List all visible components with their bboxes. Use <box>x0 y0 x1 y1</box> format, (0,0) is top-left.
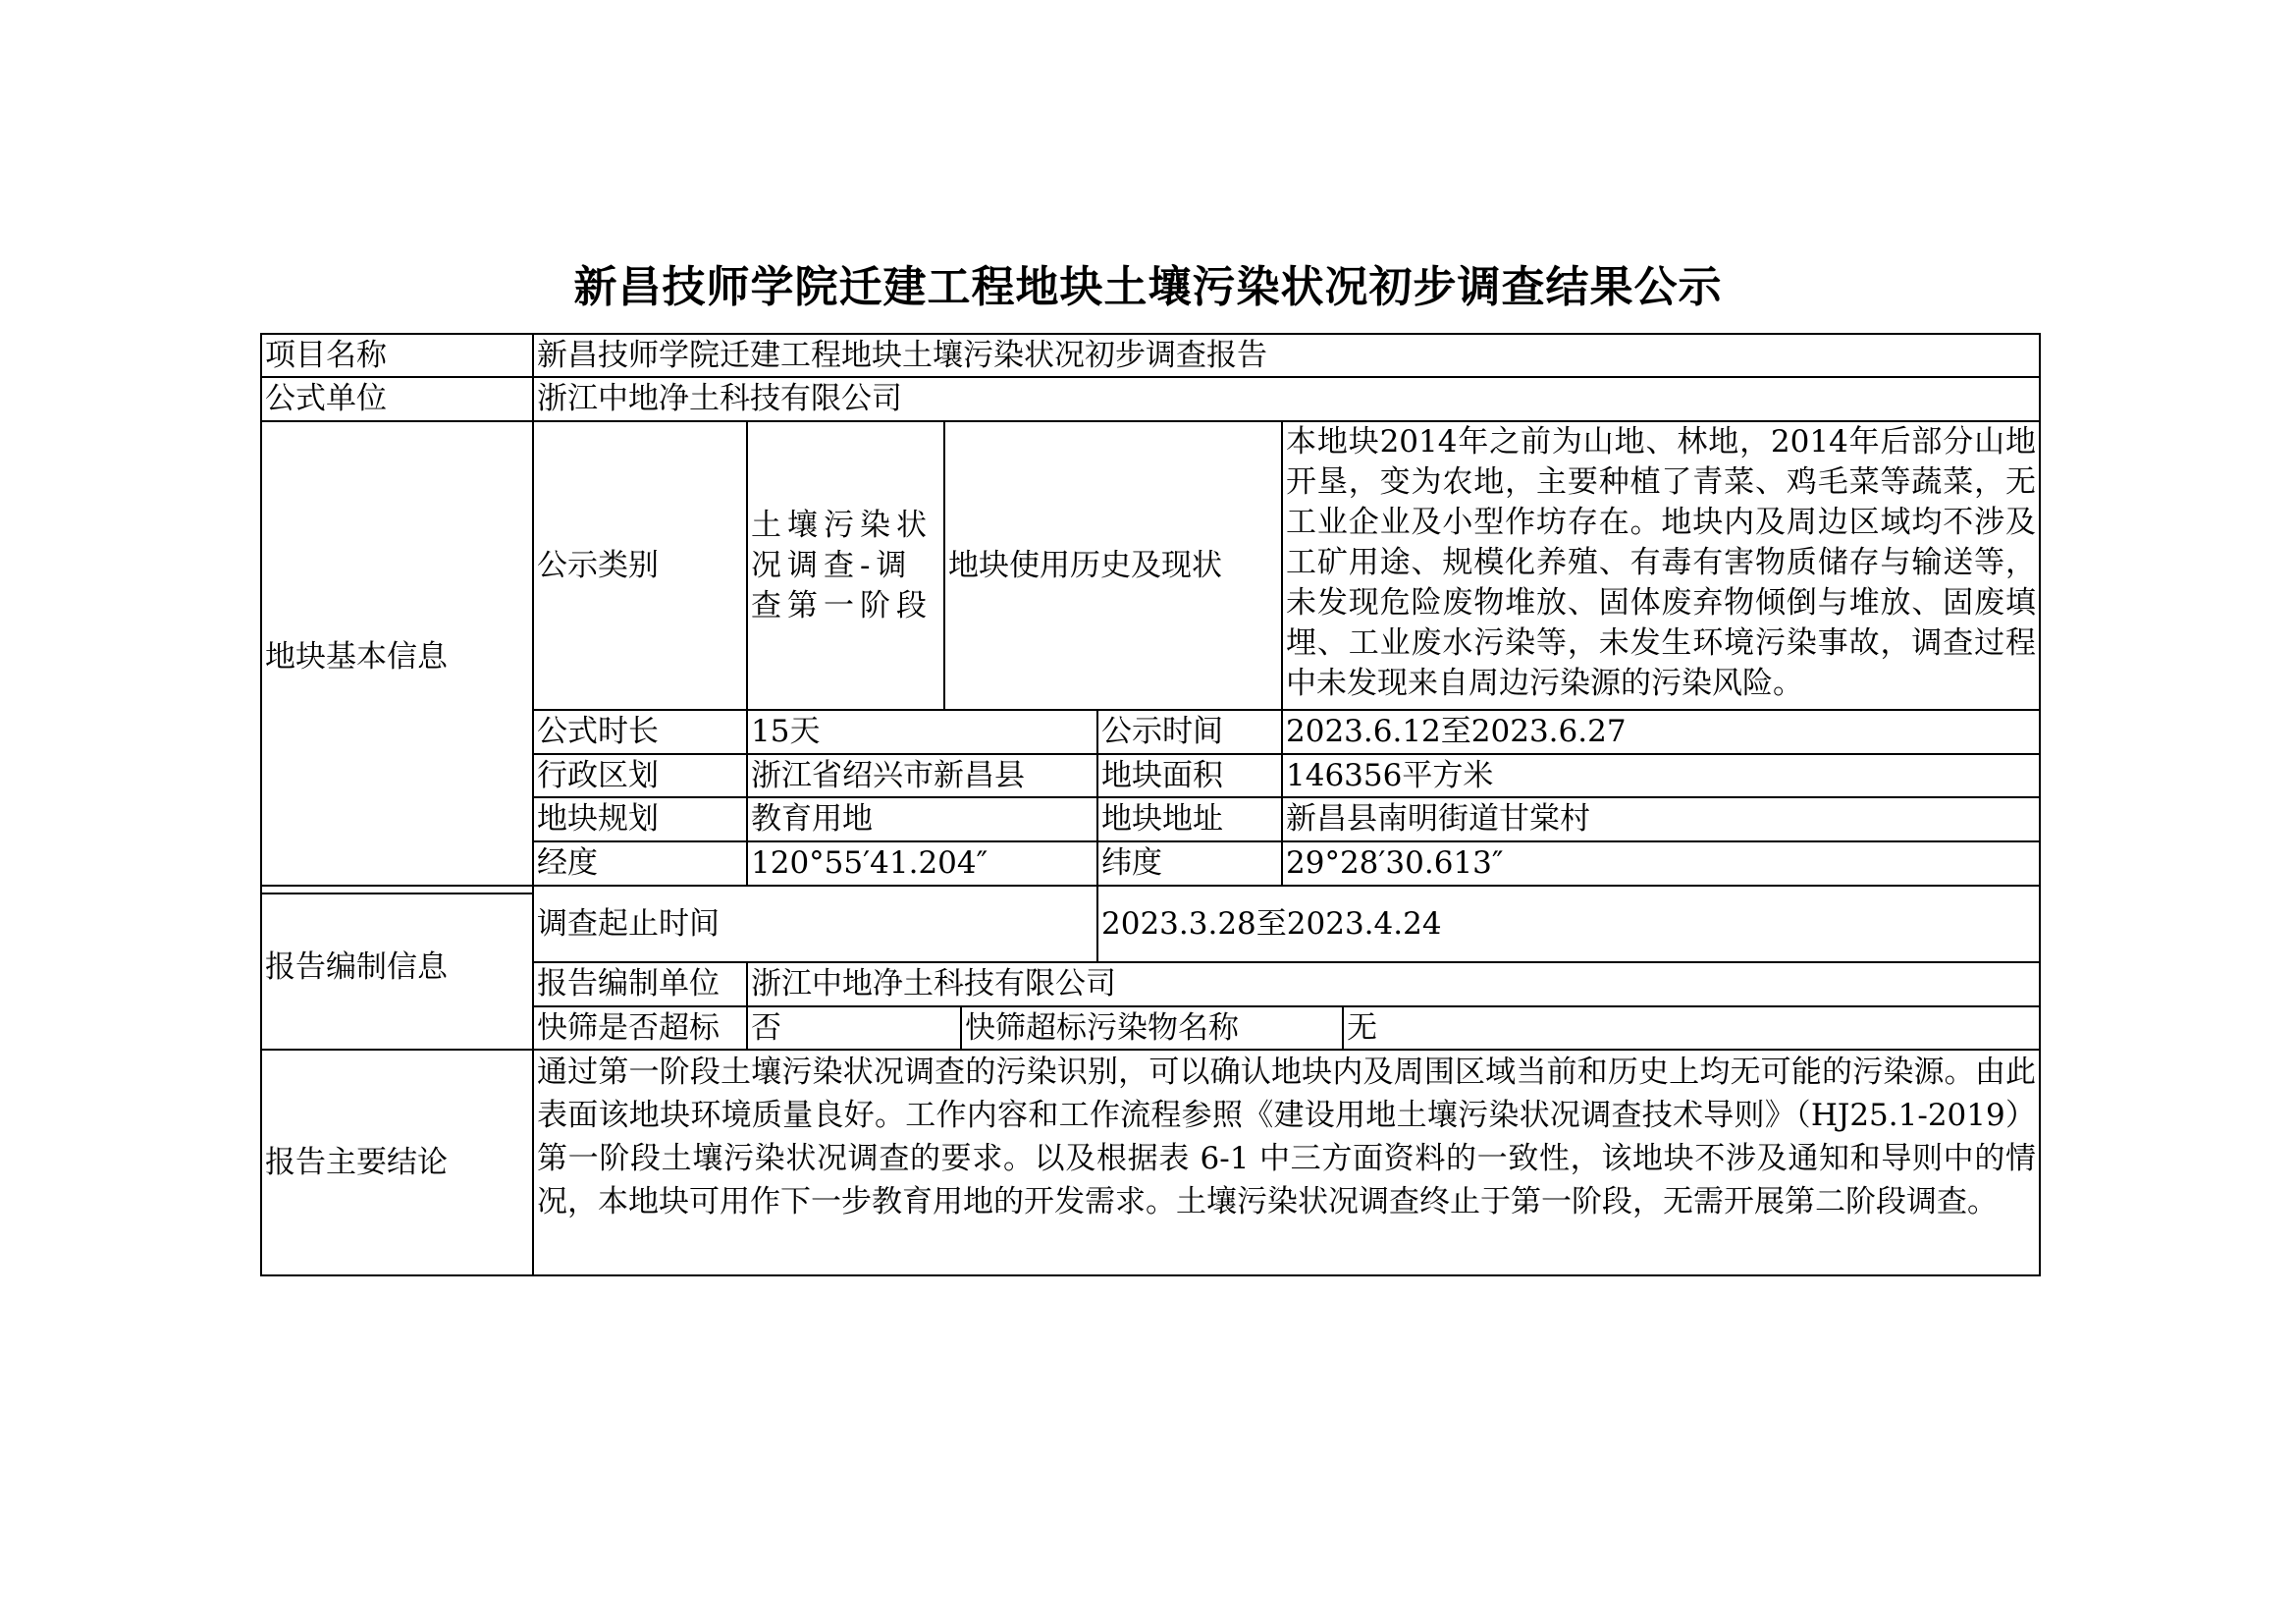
area-label: 地块面积 <box>1096 753 1283 798</box>
longitude-value: 120°55′41.204″ <box>746 840 1098 887</box>
report-unit-label: 报告编制单位 <box>532 961 748 1007</box>
publisher-value: 浙江中地净土科技有限公司 <box>532 376 2041 422</box>
conclusion-label: 报告主要结论 <box>260 1049 534 1276</box>
pollutant-value: 无 <box>1342 1005 2041 1051</box>
district-value: 浙江省绍兴市新昌县 <box>746 753 1098 798</box>
planning-label: 地块规划 <box>532 796 748 842</box>
duration-value: 15天 <box>746 709 1098 755</box>
latitude-value: 29°28′30.613″ <box>1281 840 2041 887</box>
pollutant-label: 快筛超标污染物名称 <box>960 1005 1344 1051</box>
planning-value: 教育用地 <box>746 796 1098 842</box>
info-table <box>260 333 2041 1276</box>
category-label: 公示类别 <box>532 420 748 711</box>
exceed-label: 快筛是否超标 <box>532 1005 748 1051</box>
report-info-section-label: 报告编制信息 <box>260 885 534 1051</box>
longitude-label: 经度 <box>532 840 748 887</box>
conclusion-text: 通过第一阶段土壤污染状况调查的污染识别，可以确认地块内及周围区域当前和历史上均无可能的污染源。由此表面该地块环境质量良好。工作内容和工作流程参照《建设用地土壤污染状况调查技术导则》（HJ25.1-2019）第一阶段土壤污染状况调查的要求。以及根据表 6-1 中三方面资料的一致性，该地块不涉及通知和导则中的情况，本地块可用作下一步教育用地的开发需求。土壤污染状况调查终止于第一阶段，无需开展第二阶段调查。 <box>532 1049 2041 1276</box>
exceed-value: 否 <box>746 1005 962 1051</box>
duration-label: 公式时长 <box>532 709 748 755</box>
project-name-label: 项目名称 <box>260 333 534 378</box>
address-value: 新昌县南明街道甘棠村 <box>1281 796 2041 842</box>
publisher-label: 公式单位 <box>260 376 534 422</box>
period-value: 2023.6.12至2023.6.27 <box>1281 709 2041 755</box>
area-value: 146356平方米 <box>1281 753 2041 798</box>
report-unit-value: 浙江中地净土科技有限公司 <box>746 961 2041 1007</box>
project-name-value: 新昌技师学院迁建工程地块土壤污染状况初步调查报告 <box>532 333 2041 378</box>
latitude-label: 纬度 <box>1096 840 1283 887</box>
basic-info-section-label: 地块基本信息 <box>260 420 534 894</box>
history-value: 本地块2014年之前为山地、林地，2014年后部分山地开垦，变为农地，主要种植了青菜、鸡毛菜等蔬菜，无工业企业及小型作坊存在。地块内及周边区域均不涉及工矿用途、规模化养殖、有毒有害物质储存与输送等，未发现危险废物堆放、固体废弃物倾倒与堆放、固废填埋、工业废水污染等，未发生环境污染事故，调查过程中未发现来自周边污染源的污染风险。 <box>1281 420 2041 711</box>
history-label: 地块使用历史及现状 <box>943 420 1283 711</box>
page-title: 新昌技师学院迁建工程地块土壤污染状况初步调查结果公示 <box>573 262 1723 312</box>
address-label: 地块地址 <box>1096 796 1283 842</box>
survey-time-value: 2023.3.28至2023.4.24 <box>1096 885 2041 963</box>
district-label: 行政区划 <box>532 753 748 798</box>
category-value: 土壤污染状况调查-调查第一阶段 <box>746 420 945 711</box>
survey-time-label: 调查起止时间 <box>532 885 1098 963</box>
period-label: 公示时间 <box>1096 709 1283 755</box>
